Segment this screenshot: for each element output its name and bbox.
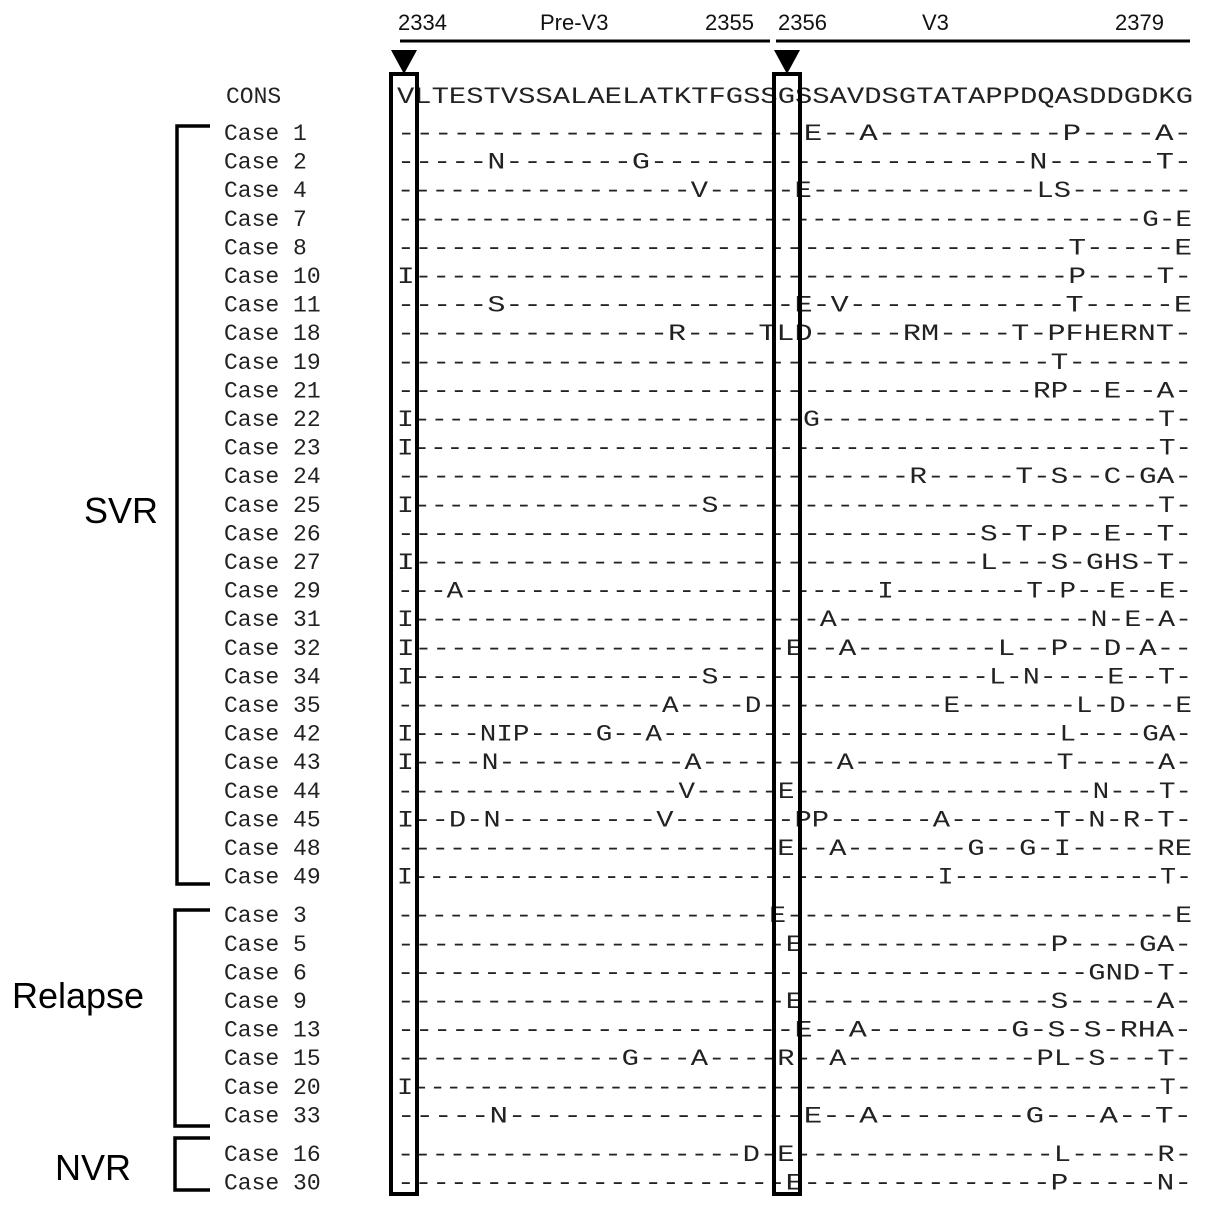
case-sequence: ---------------------------------S-T-P--E--T- bbox=[397, 521, 1192, 548]
case-label: Case 18 bbox=[224, 321, 321, 348]
case-label: Case 43 bbox=[224, 750, 321, 777]
case-sequence: -------------------------------------T------- bbox=[397, 349, 1192, 376]
case-label: Case 23 bbox=[224, 435, 321, 462]
case-sequence: ---------------------------------------------G-E bbox=[397, 206, 1192, 233]
case-label: Case 21 bbox=[224, 378, 321, 405]
case-label: Case 32 bbox=[224, 635, 321, 662]
case-sequence: I--D-N---------V-------PP------A------T-N-R-T- bbox=[397, 807, 1192, 834]
case-sequence: I---------------------------------------------T- bbox=[397, 435, 1192, 462]
case-label: Case 24 bbox=[224, 464, 321, 491]
position-2355: 2355 bbox=[705, 10, 754, 35]
case-label: Case 42 bbox=[224, 721, 321, 748]
case-label: Case 26 bbox=[224, 521, 321, 548]
case-label: Case 8 bbox=[224, 235, 307, 262]
case-sequence: ------------------------------------RP--E--A- bbox=[397, 378, 1192, 405]
case-sequence: ---A-------------------------I--------T-P--E--E- bbox=[397, 578, 1192, 605]
case-sequence: I----------------------------------------------T- bbox=[397, 1074, 1192, 1101]
case-label: Case 27 bbox=[224, 550, 321, 576]
region-v3-label: V3 bbox=[922, 10, 949, 35]
case-sequence: ---------------R----TLD-----RM----T-PFHERNT- bbox=[397, 321, 1192, 348]
case-label: Case 30 bbox=[224, 1170, 321, 1197]
case-sequence: ----------------A----D-----------E-------L-D---E bbox=[397, 693, 1192, 719]
case-sequence: -----N----------------E--A--------G---A--T- bbox=[397, 1103, 1192, 1130]
case-label: Case 22 bbox=[224, 407, 321, 433]
case-sequence: ----------------------E--------------P----GA- bbox=[397, 931, 1192, 958]
case-label: Case 10 bbox=[224, 264, 321, 290]
case-label: Case 3 bbox=[224, 903, 307, 930]
case-label: Case 4 bbox=[224, 178, 307, 205]
case-sequence: -----------------V-----E-------------LS------- bbox=[397, 178, 1192, 205]
case-sequence: ----------------------E--------------P-----N- bbox=[397, 1170, 1192, 1197]
case-label: Case 34 bbox=[224, 664, 321, 691]
case-sequence: -----------------------------R-----T-S--C-GA- bbox=[397, 464, 1192, 491]
case-sequence: -------------G---A----R--A-----------PL-S---T- bbox=[397, 1046, 1192, 1073]
case-sequence: I---------------------E--A--------L--P--D-A-- bbox=[397, 635, 1192, 662]
case-sequence: I----NIP----G--A------------------------L----GA- bbox=[397, 721, 1192, 748]
case-sequence: -----S----------------E-V------------T-----E bbox=[397, 292, 1192, 319]
case-label: Case 31 bbox=[224, 607, 321, 634]
case-sequence: ----------------------E-----------------------E bbox=[397, 903, 1192, 930]
case-label: Case 25 bbox=[224, 492, 321, 519]
group-brackets bbox=[12, 126, 210, 1190]
case-sequence: --------------------D-E---------------L-----R- bbox=[397, 1142, 1192, 1168]
marker-triangle-2334 bbox=[391, 50, 417, 74]
case-label: Case 15 bbox=[224, 1046, 321, 1073]
bracket-svr bbox=[177, 126, 210, 884]
case-label: Case 45 bbox=[224, 807, 321, 834]
group-label-svr: SVR bbox=[84, 490, 159, 531]
case-sequence: I------------------------A---------------N-E-A- bbox=[397, 607, 1192, 634]
case-label: Case 9 bbox=[224, 989, 307, 1015]
bracket-nvr bbox=[175, 1138, 210, 1190]
case-label: Case 48 bbox=[224, 836, 321, 862]
position-2334: 2334 bbox=[398, 10, 447, 35]
case-label: Case 16 bbox=[224, 1142, 321, 1168]
case-sequence: --------------------------------------T-----E bbox=[397, 235, 1192, 262]
case-sequence: ----------------------E--A--------G-S-S-RHA- bbox=[397, 1017, 1192, 1044]
case-label: Case 11 bbox=[224, 292, 321, 319]
case-label: Case 13 bbox=[224, 1017, 321, 1044]
case-label: Case 33 bbox=[224, 1103, 321, 1130]
case-sequence: I--------------------------------L---S-GHS-T- bbox=[397, 550, 1192, 576]
case-label: Case 49 bbox=[224, 864, 321, 891]
marker-triangle-2356 bbox=[774, 50, 800, 74]
case-sequence: I-----------------S----------------L-N----E--T- bbox=[397, 664, 1192, 691]
position-2379: 2379 bbox=[1115, 10, 1164, 35]
case-label: Case 6 bbox=[224, 960, 307, 987]
group-label-relapse: Relapse bbox=[12, 975, 145, 1016]
case-sequence: I----N-----------A--------A------------T-----A- bbox=[397, 750, 1192, 777]
case-sequence: I---------------------------------I-------------T- bbox=[397, 864, 1192, 891]
region-pre-v3-label: Pre-V3 bbox=[540, 10, 609, 35]
case-label: Case 35 bbox=[224, 693, 321, 719]
case-label: Case 29 bbox=[224, 578, 321, 605]
case-sequence: ----------------------E--A----------P----A- bbox=[397, 121, 1192, 147]
consensus-sequence: VLTESTVSSALAELATKTFGSSGSSAVDSGTATAPPDQASDDGDKG bbox=[397, 84, 1193, 110]
case-label: Case 2 bbox=[224, 149, 307, 176]
position-2356: 2356 bbox=[778, 10, 827, 35]
case-rows bbox=[224, 121, 1192, 1197]
case-sequence: I-------------------------------------P----T- bbox=[397, 264, 1192, 290]
case-sequence: -----N-------G---------------------N------T- bbox=[397, 149, 1192, 176]
bracket-relapse bbox=[175, 910, 210, 1126]
case-label: Case 5 bbox=[224, 931, 307, 958]
consensus-label: CONS bbox=[226, 84, 282, 110]
case-sequence: -----------------V-----E------------------N---T- bbox=[397, 778, 1192, 805]
group-label-nvr: NVR bbox=[55, 1147, 132, 1188]
case-sequence: ----------------------E--------------S-----A- bbox=[397, 989, 1192, 1015]
case-label: Case 19 bbox=[224, 349, 321, 376]
case-sequence: I-----------------S--------------------------T- bbox=[397, 492, 1192, 519]
case-sequence: ----------------------------------------GND-T- bbox=[397, 960, 1192, 987]
case-label: Case 44 bbox=[224, 778, 321, 805]
case-label: Case 1 bbox=[224, 121, 307, 147]
region-header bbox=[391, 10, 1190, 74]
case-sequence: I-----------------------G--------------------T- bbox=[397, 407, 1192, 433]
case-label: Case 20 bbox=[224, 1074, 321, 1101]
case-label: Case 7 bbox=[224, 206, 307, 233]
case-sequence: ----------------------E--A-------G--G-I-----RE bbox=[397, 836, 1192, 862]
